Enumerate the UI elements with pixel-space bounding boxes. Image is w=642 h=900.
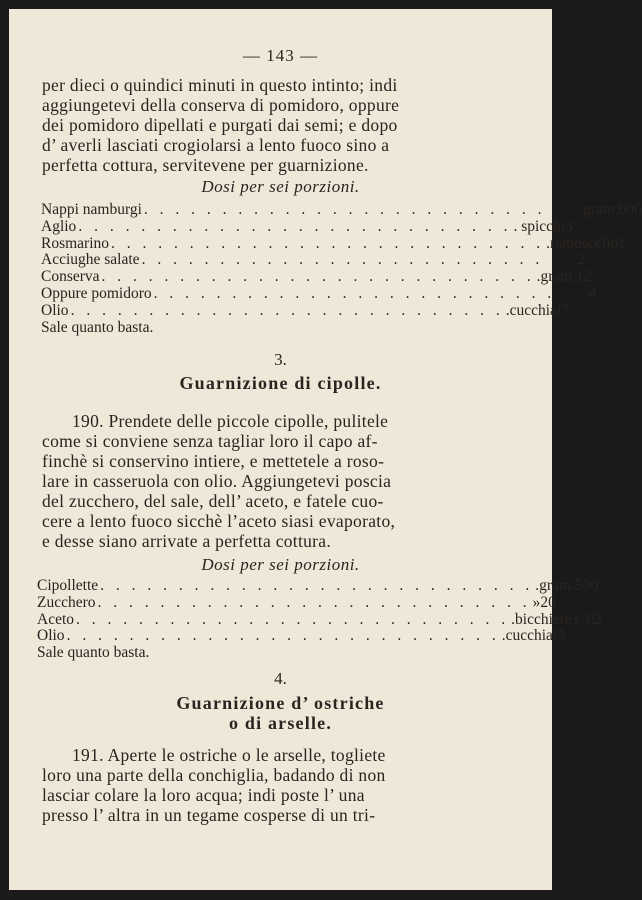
ingredient-name: Acciughe salate xyxy=(41,251,140,269)
ingredient-row: Nappi namburgi . . . . . . . . . . . . . . . . . . . . . . . . . . . . .gram. 600 xyxy=(41,201,642,218)
ingredient-row: Aglio . . . . . . . . . . . . . . . . . . . . . . . . . . . . . spicchi 3 xyxy=(41,217,573,235)
ingredient-qty: 1 xyxy=(618,234,626,252)
section-title-3: Guarnizione di cipolle. xyxy=(179,373,382,393)
text-line: loro una parte della conchiglia, badando di non xyxy=(42,765,386,785)
ingredient-row: Olio . . . . . . . . . . . . . . . . . . . . . . . . . . . . .cucchiai 7 xyxy=(41,301,569,319)
ingredient-name: Zucchero xyxy=(37,593,96,611)
ingredient-unit: » xyxy=(532,593,541,611)
ingredient-name: Nappi namburgi xyxy=(41,201,142,218)
ingredient-name: Cipollette xyxy=(37,577,99,594)
section-title-4-line1: Guarnizione d’ ostriche xyxy=(176,693,385,713)
text-line: d’ averli lasciati crogiolarsi a lento fuoco sino a xyxy=(42,135,390,155)
text-line: come si conviene senza tagliar loro il capo af- xyxy=(42,431,378,451)
ingredient-qty: 7 xyxy=(561,301,569,319)
text-line: lare in casseruola con olio. Aggiungetevi poscia xyxy=(42,471,392,491)
text-line: cere a lento fuoco sicchè l’aceto siasi evaporato, xyxy=(42,511,396,531)
dosi-heading-1: Dosi per sei porzioni. xyxy=(201,177,360,196)
ingredient-row: Cipollette . . . . . . . . . . . . . . . . . . . . . . . . . . . . .gram. 500 xyxy=(37,577,599,594)
ingredient-qty: 1 1|2 xyxy=(571,610,603,628)
ingredient-name: Conserva xyxy=(41,268,100,286)
ingredient-name: Oppure pomidoro xyxy=(41,284,152,302)
ingredient-list-1 xyxy=(41,201,642,336)
book-page xyxy=(9,9,642,890)
section-title-4-line2: o di arselle. xyxy=(228,713,333,733)
ingredient-unit: . spicchi xyxy=(513,217,566,235)
ingredient-unit: .gram. xyxy=(579,201,619,218)
text-line: dei pomidoro dipellati e purgati dai semi; e dopo xyxy=(42,115,398,135)
ingredient-note: Sale quanto basta. xyxy=(37,644,150,662)
ingredient-qty: 500 xyxy=(574,577,599,594)
ingredient-unit: .cucchiai xyxy=(505,301,562,319)
ingredient-name: Aglio xyxy=(41,217,77,235)
ingredient-qty: 12 xyxy=(576,268,592,286)
ingredient-list-2 xyxy=(37,577,603,662)
text-line: perfetta cottura, servitevene per guarnizione. xyxy=(42,155,369,175)
text-line: del zucchero, del sale, dell’ aceto, e fatele cuo- xyxy=(42,491,384,511)
text-line: finchè si conservino intiere, e mettetele a roso- xyxy=(42,451,385,471)
ingredient-unit: .gram. xyxy=(535,577,575,594)
ingredient-row: Zucchero . . . . . . . . . . . . . . . . . . . . . . . . . . . . » 20 xyxy=(37,593,556,611)
ingredient-qty: 4 xyxy=(588,284,597,302)
ingredient-row: Aceto . . . . . . . . . . . . . . . . . . . . . . . . . . . . .bicchiere 1 1|2 xyxy=(37,610,603,628)
ingredient-row: Rosmarino . . . . . . . . . . . . . . . . . . . . . . . . . . . . .ramoscello 1 xyxy=(41,234,626,252)
ingredient-qty: 600 xyxy=(618,201,642,218)
section-number-3: 3. xyxy=(274,350,287,369)
ingredient-unit: .bicchiere xyxy=(511,610,572,628)
ingredient-qty: 3 xyxy=(565,217,573,235)
page-number: — 143 — xyxy=(243,46,318,65)
text-line: lasciar colare la loro acqua; indi poste l’ una xyxy=(42,785,365,805)
ingredient-qty: 2 xyxy=(576,251,585,269)
text-line: 191. Aperte le ostriche o le arselle, togliete xyxy=(72,745,386,765)
ingredient-row: Conserva . . . . . . . . . . . . . . . . . . . . . . . . . . . . .gram. 12 xyxy=(41,268,592,286)
ingredient-row: Acciughe salate . . . . . . . . . . . . . . . . . . . . . . . . . . . . 2 xyxy=(41,251,585,269)
section-4-paragraph xyxy=(42,745,507,825)
intro-paragraph xyxy=(42,75,507,175)
ingredient-name: Rosmarino xyxy=(41,234,110,252)
text-line: aggiungetevi della conserva di pomidoro, oppure xyxy=(42,95,400,115)
section-number-4: 4. xyxy=(274,669,287,688)
section-3-paragraph xyxy=(42,411,507,551)
text-line: per dieci o quindici minuti in questo intinto; indi xyxy=(42,75,398,95)
ingredient-unit: .ramoscello xyxy=(546,234,619,252)
ingredient-note: Sale quanto basta. xyxy=(41,318,154,336)
ingredient-qty: 5 xyxy=(557,627,565,645)
text-line: presso l’ altra in un tegame cosperse di un tri- xyxy=(42,805,376,825)
ingredient-name: Aceto xyxy=(37,610,75,628)
ingredient-name: Olio xyxy=(37,627,65,645)
ingredient-row: Olio . . . . . . . . . . . . . . . . . . . . . . . . . . . . .cucchiai 5 xyxy=(37,627,565,645)
dosi-heading-2: Dosi per sei porzioni. xyxy=(201,555,360,574)
text-line: 190. Prendete delle piccole cipolle, pulitele xyxy=(72,411,389,431)
ingredient-unit: .gram. xyxy=(536,268,577,286)
ingredient-unit: .cucchiai xyxy=(501,627,558,645)
ingredient-row xyxy=(37,645,508,662)
ingredient-row xyxy=(41,320,508,337)
ingredient-row: Oppure pomidoro . . . . . . . . . . . . . . . . . . . . . . . . . . . . 4 xyxy=(41,284,597,302)
ingredient-name: Olio xyxy=(41,301,69,319)
text-line: e desse siano arrivate a perfetta cottura. xyxy=(42,531,332,551)
ingredient-qty: 20 xyxy=(540,593,556,611)
